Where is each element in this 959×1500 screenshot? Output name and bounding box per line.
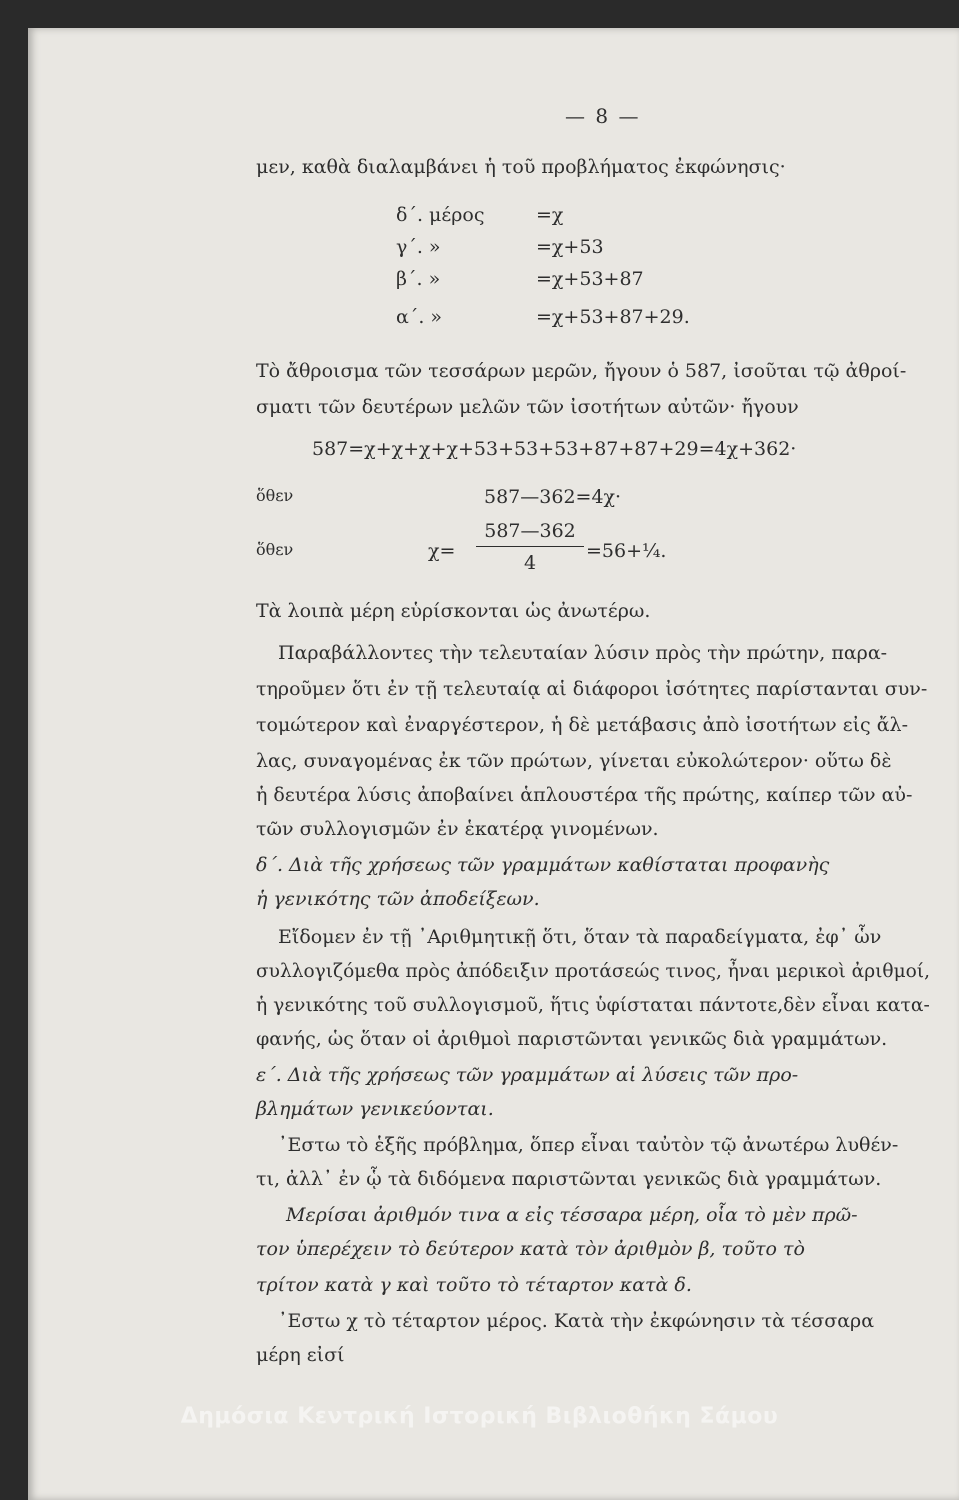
part-label: δ΄. μέρος	[396, 204, 485, 226]
fraction-numerator: 587—362	[484, 520, 576, 542]
text-line: φανής, ὡς ὅταν οἱ ἀριθμοὶ παριστῶνται γενικῶς διὰ γραμμάτων.	[256, 1028, 888, 1050]
part-label: β΄. »	[396, 268, 441, 290]
text-line: τομώτερον καὶ ἐναργέστερον, ἡ δὲ μετάβασις ἀπὸ ἰσοτήτων εἰς ἄλ-	[256, 714, 909, 736]
text-line: ἡ γενικότης τοῦ συλλογισμοῦ, ἥτις ὑφίσταται πάντοτε,δὲν εἶναι κατα-	[256, 994, 930, 1016]
text-line: τον ὑπερέχειν τὸ δεύτερον κατὰ τὸν ἀριθμὸν β, τοῦτο τὸ	[256, 1238, 805, 1260]
part-expr: =χ+53	[536, 236, 604, 258]
text-line: μεν, καθὰ διαλαμβάνει ἡ τοῦ προβλήματος ἐκφώνησις·	[256, 156, 786, 178]
section-heading: δ΄. Διὰ τῆς χρήσεως τῶν γραμμάτων καθίσταται προφανὴς	[256, 854, 830, 876]
fraction-denominator: 4	[523, 552, 537, 574]
text-line: Τὰ λοιπὰ μέρη εὑρίσκονται ὡς ἀνωτέρω.	[256, 600, 651, 622]
section-heading: βλημάτων γενικεύονται.	[256, 1098, 494, 1120]
part-label: α΄. »	[396, 306, 443, 328]
library-watermark: Δημόσια Κεντρική Ιστορική Βιβλιοθήκη Σάμου	[180, 1404, 779, 1429]
othen-label: ὅθεν	[256, 486, 294, 505]
text-line: ἡ δευτέρα λύσις ἀποβαίνει ἁπλουστέρα τῆς πρώτης, καίπερ τῶν αὐ-	[256, 784, 913, 806]
text-line: λας, συναγομένας ἐκ τῶν πρώτων, γίνεται εὐκολώτερον· οὕτω δὲ	[256, 750, 892, 772]
section-heading: ἡ γενικότης τῶν ἀποδείξεων.	[256, 888, 540, 910]
part-expr: =χ+53+87+29.	[536, 306, 690, 328]
text-line: ᾽Εστω τὸ ἑξῆς πρόβλημα, ὅπερ εἶναι ταὐτὸν τῷ ἀνωτέρω λυθέν-	[278, 1134, 899, 1156]
text-line: τρίτον κατὰ γ καὶ τοῦτο τὸ τέταρτον κατὰ δ.	[256, 1274, 692, 1296]
othen-label: ὅθεν	[256, 540, 294, 559]
text-line: μέρη εἰσί	[256, 1344, 345, 1366]
page-number: — 8 —	[565, 104, 641, 128]
equation-result: =56+¼.	[586, 540, 667, 562]
text-line: σματι τῶν δευτέρων μελῶν τῶν ἰσοτήτων αὐτῶν· ἤγουν	[256, 396, 799, 418]
part-expr: =χ	[536, 204, 564, 226]
section-heading: ε΄. Διὰ τῆς χρήσεως τῶν γραμμάτων αἱ λύσεις τῶν προ-	[256, 1064, 799, 1086]
text-line: τηροῦμεν ὅτι ἐν τῇ τελευταίᾳ αἱ διάφοροι ἰσότητες παρίστανται συν-	[256, 678, 928, 700]
text-line: συλλογιζόμεθα πρὸς ἀπόδειξιν προτάσεώς τινος, ἦναι μερικοὶ ἀριθμοί,	[256, 960, 930, 982]
fraction-bar	[476, 546, 584, 547]
text-line: Παραβάλλοντες τὴν τελευταίαν λύσιν πρὸς τὴν πρώτην, παρα-	[278, 642, 888, 664]
equation-sum: 587=χ+χ+χ+χ+53+53+53+87+87+29=4χ+362·	[312, 438, 797, 460]
text-line: τι, ἀλλ᾽ ἐν ᾧ τὰ διδόμενα παριστῶνται γενικῶς διὰ γραμμάτων.	[256, 1168, 882, 1190]
equation-chi: χ=	[428, 540, 456, 562]
text-line: Τὸ ἄθροισμα τῶν τεσσάρων μερῶν, ἤγουν ὁ 587, ἰσοῦται τῷ ἀθροί-	[256, 360, 907, 382]
part-label: γ΄. »	[396, 236, 441, 258]
text-line: Μερίσαι ἀριθμόν τινα α εἰς τέσσαρα μέρη, οἷα τὸ μὲν πρῶ-	[286, 1204, 858, 1226]
equation-diff: 587—362=4χ·	[484, 486, 622, 508]
part-expr: =χ+53+87	[536, 268, 644, 290]
text-line: τῶν συλλογισμῶν ἐν ἑκατέρᾳ γινομένων.	[256, 818, 659, 840]
text-line: Εἴδομεν ἐν τῇ ᾽Αριθμητικῇ ὅτι, ὅταν τὰ παραδείγματα, ἐφ᾽ ὧν	[278, 926, 882, 948]
text-line: ᾽Εστω χ τὸ τέταρτον μέρος. Κατὰ τὴν ἐκφώνησιν τὰ τέσσαρα	[278, 1310, 875, 1332]
